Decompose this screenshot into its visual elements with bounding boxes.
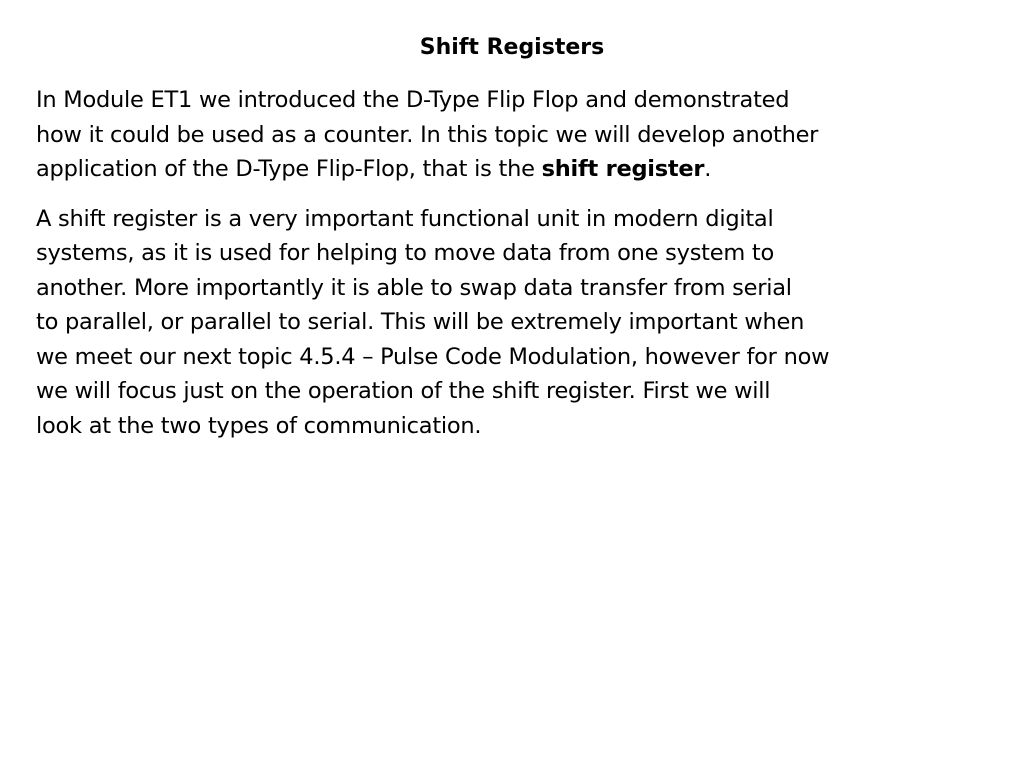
description-line: A shift register is a very important functional unit in modern digital — [36, 205, 774, 232]
intro-paragraph — [36, 83, 988, 187]
intro-line-1: In Module ET1 we introduced the D-Type Flip Flop and demonstrated — [36, 87, 790, 113]
intro-line-3 — [36, 152, 988, 187]
description-line: look at the two types of communication. — [36, 412, 482, 439]
intro-line-2: how it could be used as a counter. In this topic we will develop another — [36, 121, 819, 148]
shift-register-term: shift register — [541, 156, 705, 182]
slide-body — [36, 83, 988, 458]
description-line: systems, as it is used for helping to move data from one system to — [36, 240, 774, 266]
slide-title: Shift Registers — [419, 35, 605, 60]
intro-line-3-suffix: . — [704, 156, 712, 182]
description-paragraph — [36, 202, 988, 444]
description-line: another. More importantly it is able to swap data transfer from serial — [36, 274, 792, 301]
intro-line-3-prefix: application of the D-Type Flip-Flop, that is the — [36, 156, 542, 182]
description-line: we meet our next topic 4.5.4 – Pulse Code Modulation, however for now — [36, 343, 830, 370]
description-line: to parallel, or parallel to serial. This will be extremely important when — [36, 309, 805, 335]
description-line: we will focus just on the operation of the shift register. First we will — [36, 378, 771, 404]
